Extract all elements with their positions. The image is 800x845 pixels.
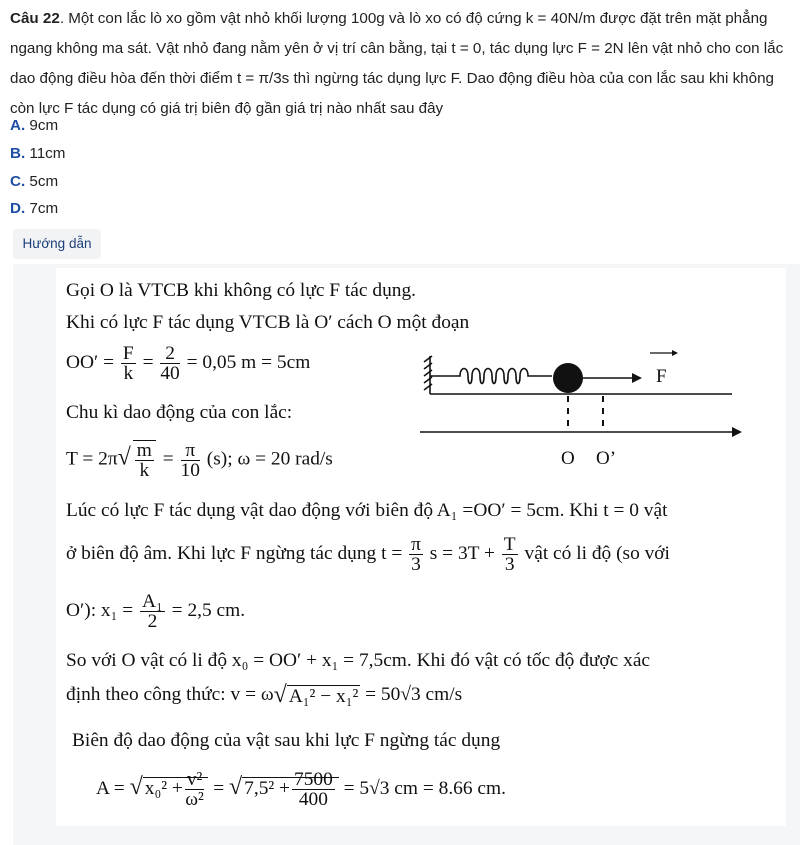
frac-num: 7500 — [294, 769, 333, 790]
spring-diagram — [420, 346, 750, 476]
equals-sign: = — [162, 448, 174, 470]
option-b-letter: B. — [10, 145, 26, 162]
fraction-f-over-k — [121, 344, 136, 383]
equals-sign: = — [142, 351, 154, 373]
solution-line-5 — [66, 440, 333, 480]
wall-icon — [424, 356, 432, 394]
option-a-text: 9cm — [29, 117, 59, 134]
sqrt-term: x₀² + — [144, 777, 183, 799]
spring-icon — [430, 369, 552, 384]
sqrt-term: 7,5² + — [244, 777, 290, 799]
point-o-label: O — [561, 448, 575, 469]
line10-post: = 50√3 cm/s — [365, 683, 463, 705]
frac-den: 2 — [147, 611, 158, 632]
frac-num: π — [411, 534, 421, 555]
solution-line-9: So với O vật có li độ x₀ = OO′ + x₁ = 7,5cm. Khi đó vật có tốc độ được xác — [66, 650, 651, 671]
sqrt-amplitude-1: √ x₀² + $\frac{\text{v²}}{\text{ω²}}$ — [130, 770, 209, 809]
solution-line-12 — [96, 770, 506, 809]
line8-post: = 2,5 cm. — [171, 599, 246, 621]
sqrt-velocity: √ A₁² − x₁² — [273, 682, 359, 708]
period-result: (s); ω = 20 rad/s — [206, 448, 333, 470]
option-d[interactable] — [10, 199, 58, 219]
amplitude-result: = 5√3 cm = 8.66 cm. — [343, 777, 506, 799]
frac-num: F — [122, 343, 134, 364]
option-d-text: 7cm — [29, 200, 59, 217]
frac-den: 10 — [180, 459, 200, 481]
x-axis-arrowhead — [732, 427, 742, 437]
option-a[interactable] — [10, 116, 58, 136]
frac-num: 2 — [160, 344, 179, 364]
guide-button[interactable]: Hướng dẫn — [13, 229, 101, 259]
frac-num: π — [181, 441, 200, 461]
line7-pre: ở biên độ âm. Khi lực F ngừng tác dụng t = — [66, 542, 403, 564]
frac-den: k — [123, 363, 134, 384]
sqrt-m-over-k: √ $\frac{m}{k}$ — [118, 440, 158, 480]
solution-line-8 — [66, 592, 245, 631]
frac-den: ω² — [185, 789, 204, 810]
solution-line-1: Gọi O là VTCB khi không có lực F tác dụng. — [66, 280, 416, 301]
frac-num: T — [503, 534, 516, 555]
fraction-pi-over-3 — [409, 535, 423, 574]
amplitude-label: A = — [96, 777, 125, 799]
oo-prime-result: = 0,05 m = 5cm — [186, 351, 311, 373]
period-label: T = 2π — [66, 448, 118, 470]
option-c-letter: C. — [10, 173, 26, 190]
fraction-t-over-3 — [502, 535, 518, 574]
frac-den: 40 — [160, 363, 180, 384]
solution-line-10 — [66, 682, 462, 709]
option-b-text: 11cm — [29, 145, 66, 162]
option-c[interactable] — [10, 172, 58, 192]
option-b[interactable] — [10, 144, 65, 164]
frac-num: v² — [186, 769, 203, 790]
option-d-letter: D. — [10, 200, 26, 217]
solution-line-7 — [66, 535, 670, 574]
line10-pre: định theo công thức: v = ω — [66, 683, 274, 705]
frac-den: k — [139, 460, 150, 481]
mass-ball — [553, 363, 583, 393]
force-arrowhead — [632, 373, 642, 383]
frac-num: m — [136, 440, 152, 461]
sqrt-content: A₁² − x₁² — [288, 686, 359, 707]
force-label: F — [656, 366, 667, 387]
question-body: . Một con lắc lò xo gồm vật nhỏ khối lượng 100g và lò xo có độ cứng k = 40N/m được đặt trên mặt phẳng ngang không ma sát. Vật nhỏ đang nằm yên ở vị trí cân bằng, tại t = 0, tác dụng lực F = 2N lên vật nhỏ cho con lắc dao động điều hòa đến thời điểm t = π/3s thì ngừng tác dụng lực F. Dao động điều hòa của con lắc sau khi không còn lực F tác dụng có giá trị biên độ gần giá trị nào nhất sau đây — [10, 10, 784, 117]
point-o-prime-label: O’ — [596, 448, 617, 469]
frac-num: A₁ — [142, 591, 163, 612]
fraction-pi-over-10 — [181, 441, 200, 480]
solution-line-4: Chu kì dao động của con lắc: — [66, 402, 293, 423]
sqrt-amplitude-2: √ 7,5² + $\frac{7500}{400}$ — [229, 770, 339, 809]
oo-prime-label: OO′ = — [66, 351, 115, 373]
line7-mid: s = 3T + — [429, 542, 495, 564]
force-vector-bar-head — [672, 350, 678, 356]
line8-pre: O′): x₁ = — [66, 599, 134, 621]
frac-den: 3 — [504, 554, 515, 575]
option-a-letter: A. — [10, 117, 26, 134]
line7-post: vật có li độ (so với — [524, 542, 670, 564]
frac-den: 3 — [411, 554, 421, 575]
solution-line-6: Lúc có lực F tác dụng vật dao động với biên độ A₁ =OO′ = 5cm. Khi t = 0 vật — [66, 500, 668, 521]
question-text — [10, 4, 796, 124]
question-label: Câu 22 — [10, 10, 60, 27]
solution-line-3 — [66, 344, 310, 383]
option-c-text: 5cm — [29, 173, 59, 190]
fraction-2-over-40 — [160, 344, 179, 383]
frac-den: 400 — [298, 789, 328, 810]
fraction-a1-over-2 — [140, 592, 165, 631]
solution-line-11: Biên độ dao động của vật sau khi lực F ngừng tác dụng — [72, 730, 501, 751]
solution-line-2: Khi có lực F tác dụng VTCB là O′ cách O một đoạn — [66, 312, 470, 333]
equals-sign: = — [213, 777, 225, 799]
